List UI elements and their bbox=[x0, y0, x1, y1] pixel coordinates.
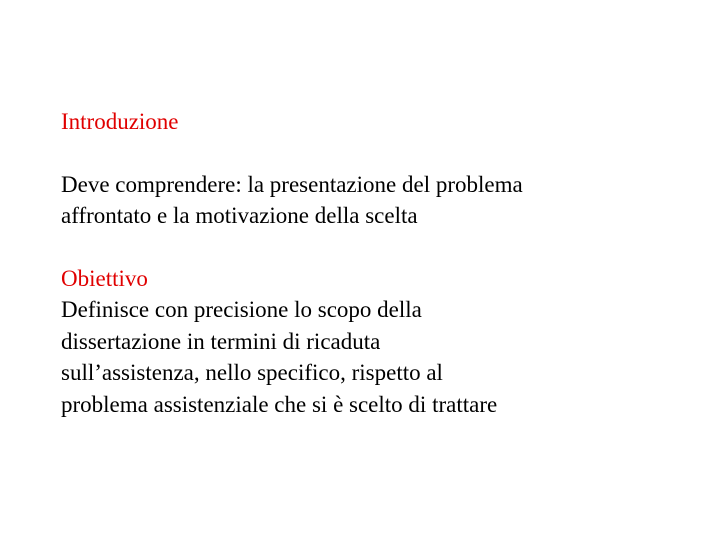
text-line: problema assistenziale che si è scelto di trattare bbox=[61, 391, 498, 417]
spacer bbox=[61, 138, 701, 169]
heading-introduzione: Introduzione bbox=[61, 109, 179, 134]
slide-content bbox=[61, 106, 701, 420]
paragraph-obiettivo bbox=[61, 294, 701, 420]
text-line: sull’assistenza, nello specifico, rispetto al bbox=[61, 360, 443, 385]
text-line: affrontato e la motivazione della scelta bbox=[61, 203, 418, 228]
text-line: Deve comprendere: la presentazione del problema bbox=[61, 171, 523, 197]
text-line: Definisce con precisione lo scopo della bbox=[61, 297, 422, 322]
heading-obiettivo: Obiettivo bbox=[61, 265, 148, 291]
spacer bbox=[61, 232, 701, 263]
paragraph-introduzione bbox=[61, 169, 701, 232]
text-line: dissertazione in termini di ricaduta bbox=[61, 328, 381, 354]
